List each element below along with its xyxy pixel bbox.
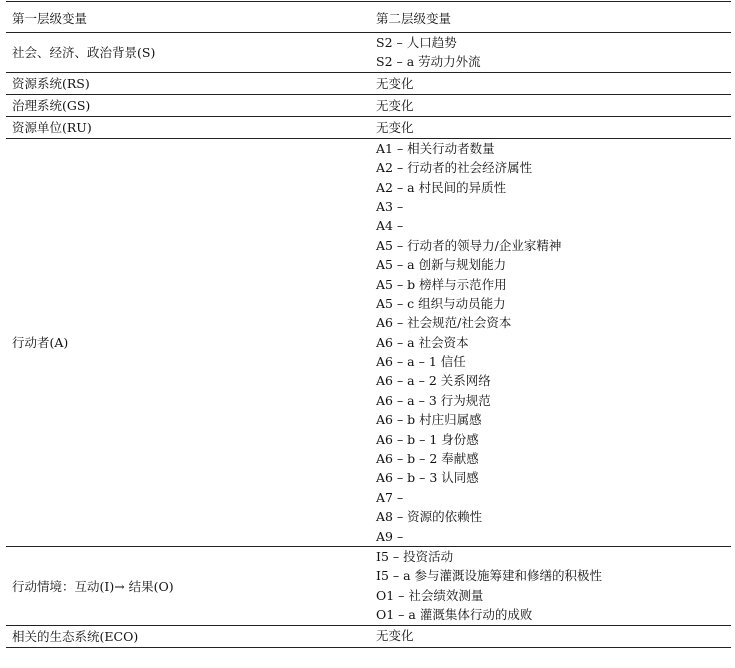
second-tier-variables (368, 546, 731, 625)
table-row (6, 94, 731, 116)
table-header-row (6, 4, 731, 33)
first-tier-variable: 相关的生态系统(ECO) (6, 625, 368, 647)
second-tier-item: A3 – (376, 198, 404, 214)
second-tier-item: 无变化 (376, 628, 414, 644)
second-tier-item: A5 – b 榜样与示范作用 (376, 276, 507, 292)
table-top-rule (6, 1, 731, 2)
header-first-tier: 第一层级变量 (6, 4, 368, 33)
second-tier-item: A6 – 社会规范/社会资本 (376, 315, 512, 331)
second-tier-variables (368, 625, 731, 647)
header-second-tier: 第二层级变量 (368, 4, 731, 33)
variables-table (6, 4, 731, 648)
second-tier-item: A6 – b – 1 身份感 (376, 431, 479, 447)
second-tier-item: A5 – a 创新与规划能力 (376, 257, 507, 273)
first-tier-variable: 行动情境：互动(I)→ 结果(O) (6, 546, 368, 625)
second-tier-item: A5 – c 组织与动员能力 (376, 295, 506, 311)
first-tier-variable: 资源系统(RS) (6, 72, 368, 94)
second-tier-item: A2 – a 村民间的异质性 (376, 179, 507, 195)
second-tier-item: A1 – 相关行动者数量 (376, 140, 495, 156)
second-tier-item: A6 – a – 2 关系网络 (376, 373, 491, 389)
second-tier-item: I5 – 投资活动 (376, 548, 454, 564)
second-tier-item: A9 – (376, 528, 404, 544)
second-tier-item: 无变化 (376, 75, 414, 91)
second-tier-item: A5 – 行动者的领导力/企业家精神 (376, 237, 562, 253)
second-tier-variables (368, 72, 731, 94)
second-tier-item: A6 – a – 1 信任 (376, 354, 466, 370)
second-tier-item: S2 – 人口趋势 (376, 35, 457, 50)
second-tier-variables (368, 116, 731, 138)
second-tier-item: S2 – a 劳动力外流 (376, 54, 481, 70)
second-tier-item: A2 – 行动者的社会经济属性 (376, 160, 533, 176)
table-row (6, 72, 731, 94)
second-tier-item: A6 – b 村庄归属感 (376, 412, 482, 428)
second-tier-item: O1 – a 灌溉集体行动的成败 (376, 607, 533, 623)
table-row (6, 138, 731, 546)
second-tier-item: 无变化 (376, 119, 414, 135)
second-tier-item: A6 – b – 2 奉献感 (376, 451, 479, 467)
first-tier-variable: 行动者(A) (6, 138, 368, 546)
table-body (6, 33, 731, 648)
second-tier-item: A4 – (376, 218, 404, 234)
second-tier-item: A6 – a 社会资本 (376, 334, 469, 350)
second-tier-item: A8 – 资源的依赖性 (376, 509, 483, 525)
table-row (6, 546, 731, 625)
second-tier-variables (368, 94, 731, 116)
second-tier-item: A6 – b – 3 认同感 (376, 470, 479, 486)
second-tier-item: A6 – a – 3 行为规范 (376, 392, 491, 408)
second-tier-variables (368, 33, 731, 73)
second-tier-item: O1 – 社会绩效测量 (376, 587, 484, 603)
second-tier-item: I5 – a 参与灌溉设施筹建和修缮的积极性 (376, 568, 603, 584)
table-row (6, 33, 731, 73)
second-tier-item: 无变化 (376, 97, 414, 113)
first-tier-variable: 资源单位(RU) (6, 116, 368, 138)
first-tier-variable: 治理系统(GS) (6, 94, 368, 116)
first-tier-variable: 社会、经济、政治背景(S) (6, 33, 368, 73)
second-tier-item: A7 – (376, 489, 404, 505)
table-row (6, 116, 731, 138)
table-row (6, 625, 731, 647)
second-tier-variables (368, 138, 731, 546)
